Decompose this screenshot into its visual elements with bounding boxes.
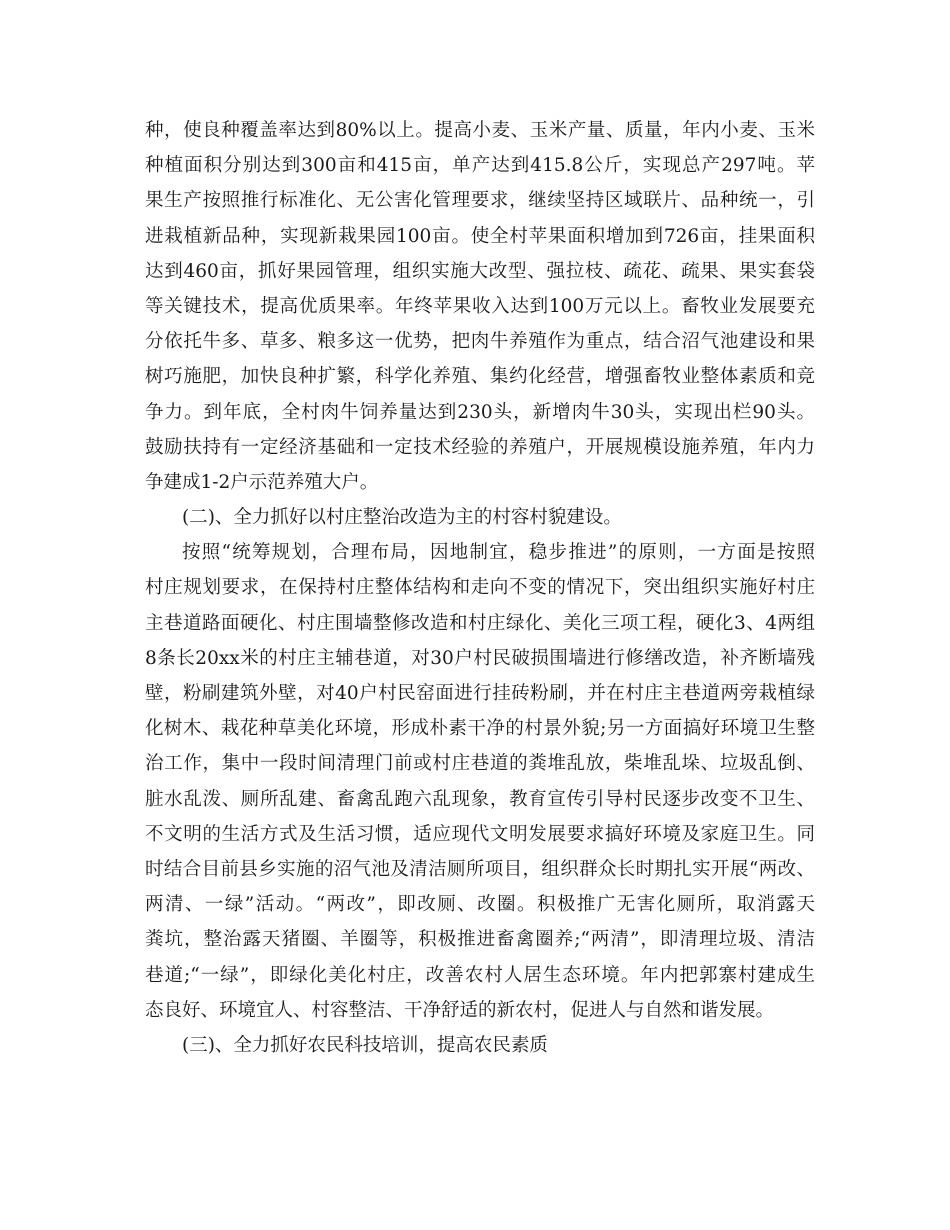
text-line: 种，使良种覆盖率达到80%以上。提高小麦、玉米产量、质量，年内小麦、玉米 [145, 120, 815, 141]
section-heading [145, 1028, 815, 1063]
text-line: 态良好、环境宜人、村容整洁、干净舒适的新农村，促进人与自然和谐发展。 [145, 999, 775, 1021]
text-line: 主巷道路面硬化、村庄围墙整修改造和村庄绿化、美化三项工程，硬化3、4两组 [145, 612, 815, 634]
text-line: 等关键技术，提高优质果率。年终苹果收入达到100万元以上。畜牧业发展要充 [145, 295, 815, 317]
text-line: 粪坑，整治露天猪圈、羊圈等，积极推进畜禽圈养;“两清”，即清理垃圾、清洁 [145, 929, 815, 951]
heading-line: (三)、全力抓好农民科技培训，提高农民素质 [182, 1034, 548, 1056]
text-line: 治工作，集中一段时间清理门前或村庄巷道的粪堆乱放，柴堆乱垛、垃圾乱倒、 [145, 753, 815, 775]
text-line: 巷道;“一绿”，即绿化美化村庄，改善农村人居生态环境。年内把郭寨村建成生 [145, 964, 815, 986]
text-line: 种植面积分别达到300亩和415亩，单产达到415.8公斤，实现总产297吨。苹 [145, 155, 815, 177]
document-body [145, 113, 815, 1063]
text-line: 达到460亩，抓好果园管理，组织实施大改型、强拉枝、疏花、疏果、果实套袋 [145, 260, 815, 282]
text-line: 壁，粉刷建筑外壁，对40户村民窑面进行挂砖粉刷，并在村庄主巷道两旁栽植绿 [145, 683, 815, 704]
text-line: 争建成1-2户示范养殖大户。 [145, 471, 379, 493]
body-paragraph [145, 113, 815, 500]
section-heading [145, 500, 815, 535]
text-line: 果生产按照推行标准化、无公害化管理要求，继续坚持区域联片、品种统一，引 [145, 190, 815, 212]
heading-line: (二)、全力抓好以村庄整治改造为主的村容村貌建设。 [182, 507, 622, 529]
text-line: 进栽植新品种，实现新栽果园100亩。使全村苹果面积增加到726亩，挂果面积 [145, 225, 815, 247]
text-line: 8条长20xx米的村庄主辅巷道，对30户村民破损围墙进行修缮改造，补齐断墙残 [145, 647, 815, 669]
text-line: 化树木、栽花种草美化环境，形成朴素干净的村景外貌;另一方面搞好环境卫生整 [145, 718, 815, 740]
body-paragraph [145, 535, 815, 1028]
text-line: 按照“统筹规划，合理布局，因地制宜，稳步推进”的原则，一方面是按照 [182, 542, 815, 564]
text-line: 树巧施肥，加快良种扩繁，科学化养殖、集约化经营，增强畜牧业整体素质和竞 [145, 366, 815, 388]
text-line: 分依托牛多、草多、粮多这一优势，把肉牛养殖作为重点，结合沼气池建设和果 [145, 331, 815, 353]
text-line: 村庄规划要求，在保持村庄整体结构和走向不变的情况下，突出组织实施好村庄 [145, 577, 815, 599]
text-line: 不文明的生活方式及生活习惯，适应现代文明发展要求搞好环境及家庭卫生。同 [145, 823, 815, 845]
text-line: 脏水乱泼、厕所乱建、畜禽乱跑六乱现象，教育宣传引导村民逐步改变不卫生、 [145, 788, 815, 810]
text-line: 鼓励扶持有一定经济基础和一定技术经验的养殖户，开展规模设施养殖，年内力 [145, 436, 815, 458]
text-line: 时结合目前县乡实施的沼气池及清洁厕所项目，组织群众长时期扎实开展“两改、 [145, 858, 815, 880]
text-line: 两清、一绿”活动。“两改”，即改厕、改圈。积极推广无害化厕所，取消露天 [145, 894, 815, 916]
text-line: 争力。到年底，全村肉牛饲养量达到230头，新增肉牛30头，实现出栏90头。 [145, 401, 815, 423]
